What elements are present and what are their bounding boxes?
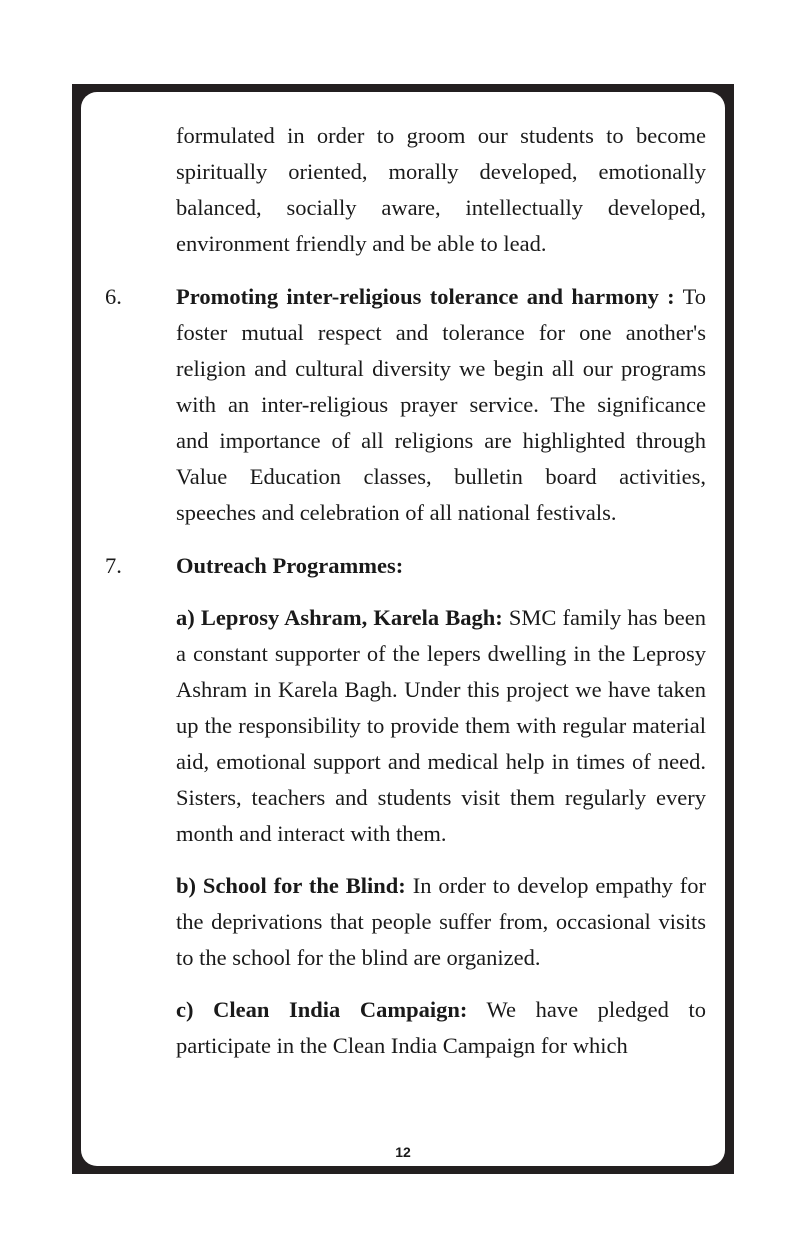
page-border: [72, 84, 734, 1174]
page-number: 12: [395, 1144, 411, 1160]
item-7b-title: b) School for the Blind:: [176, 873, 406, 898]
item-6-number: 6.: [105, 284, 122, 309]
page-content: [81, 118, 725, 1064]
item-7-number: 7.: [105, 553, 122, 578]
item-7c: [176, 992, 706, 1064]
item-7-heading: Outreach Programmes:: [176, 553, 404, 578]
item-7a: [176, 600, 706, 852]
item-7: [105, 548, 706, 584]
item-6-heading: Promoting inter-religious tolerance and harmony :: [176, 284, 675, 309]
item-7a-title: a) Leprosy Ashram, Karela Bagh:: [176, 605, 503, 630]
intro-paragraph: formulated in order to groom our students to become spiritually oriented, morally developed, emotionally balanced, socially aware, intellectually developed, environment friendly and be able to lead.: [176, 123, 706, 256]
item-7b-body: In order to develop empathy for the deprivations that people suffer from, occasional visits to the school for the blind are organized.: [176, 873, 706, 970]
item-7b: [176, 868, 706, 976]
page-area: [81, 92, 725, 1166]
item-6: [105, 279, 706, 531]
item-7c-body: We have pledged to participate in the Clean India Campaign for which: [176, 997, 707, 1058]
item-6-body: To foster mutual respect and tolerance for one another's religion and cultural diversity we begin all our programs with an inter-religious prayer service. The significance and importance of all religions are highlighted through Value Education classes, bulletin board activities, speeches and celebration of all national festivals.: [176, 284, 706, 525]
item-7c-title: c) Clean India Campaign:: [176, 997, 468, 1022]
item-7a-body: SMC family has been a constant supporter of the lepers dwelling in the Leprosy Ashram in Karela Bagh. Under this project we have taken up the responsibility to provide them with regular material aid, emotional support and medical help in times of need. Sisters, teachers and students visit them regularly every month and interact with them.: [176, 605, 706, 846]
